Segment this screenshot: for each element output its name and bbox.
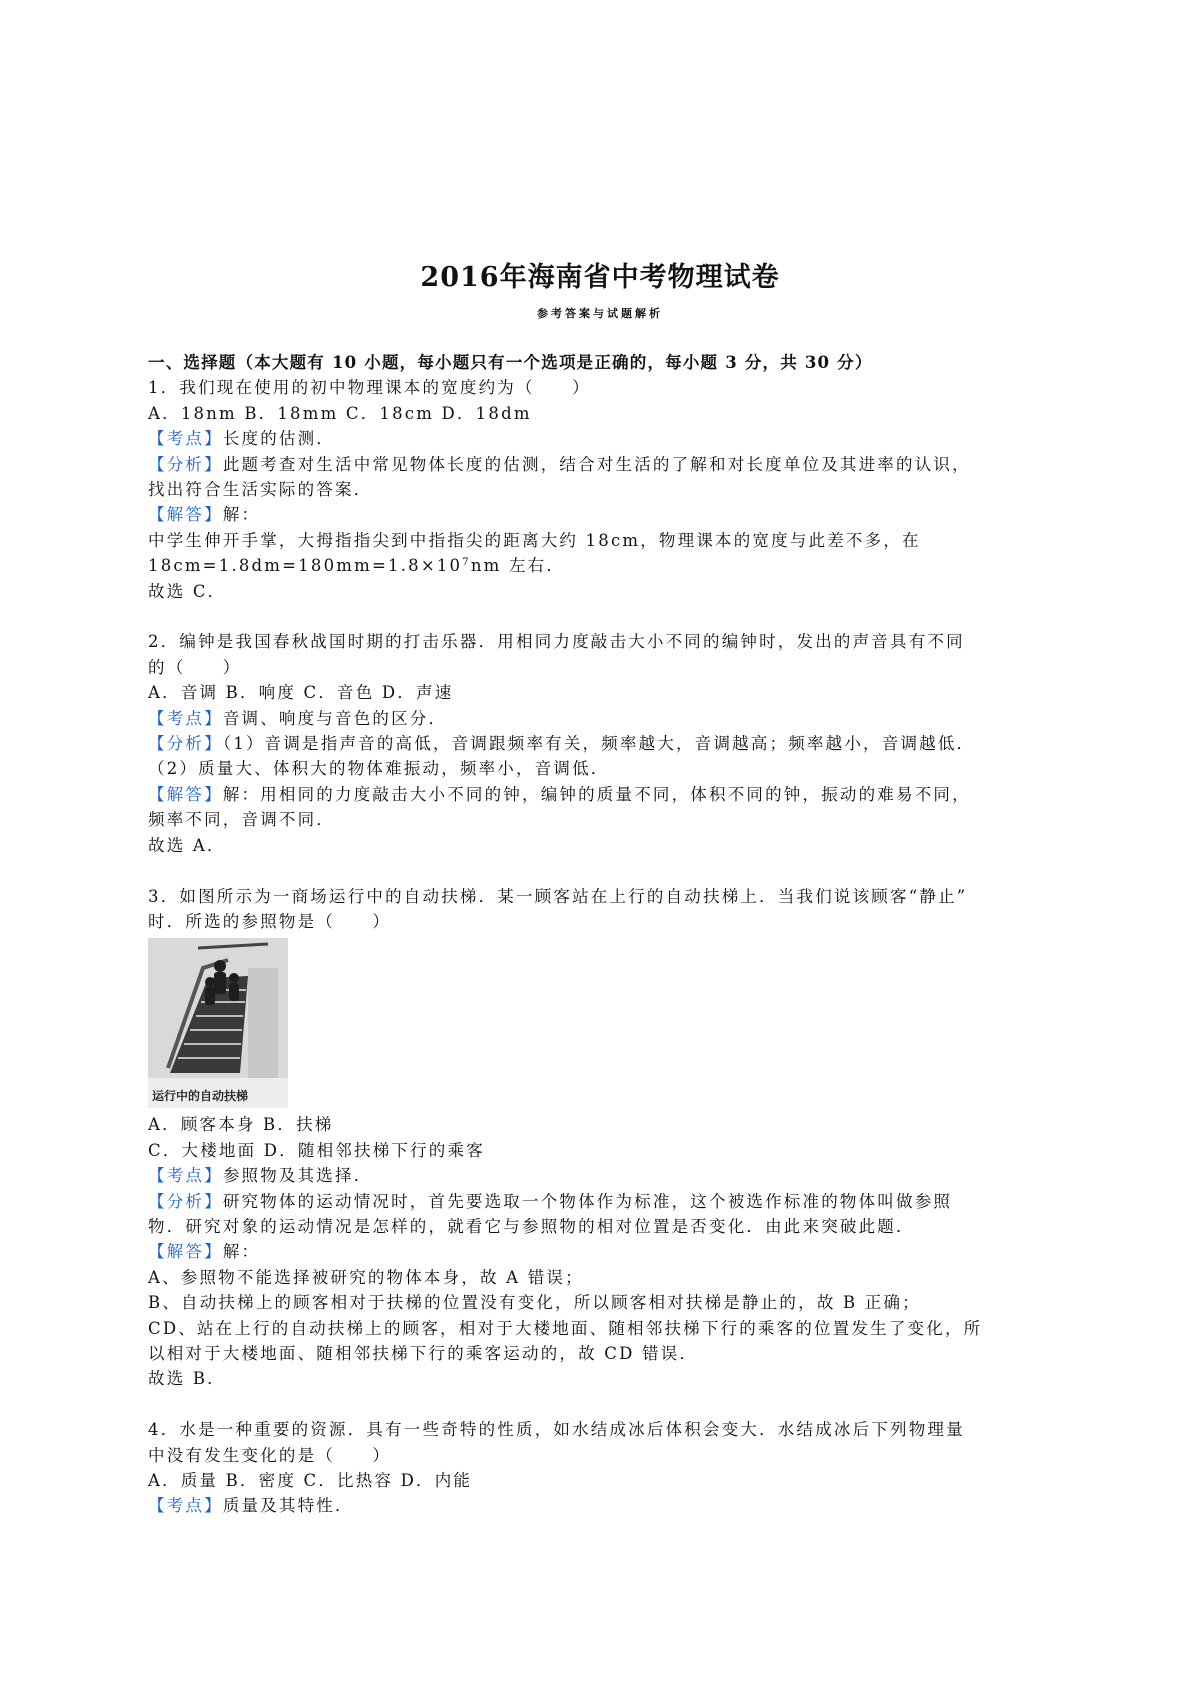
fenxi-text: 此题考查对生活中常见物体长度的估测，结合对生活的了解和对长度单位及其进率的认识， [222, 454, 971, 474]
kaodian-tag: 【考点】 [148, 1496, 223, 1516]
kaodian-tag: 【考点】 [148, 429, 223, 449]
jieda-text: 解： [222, 505, 261, 525]
solution-line: 中学生伸开手掌，大拇指指尖到中指指尖的距离大约 18cm，物理课本的宽度与此差不多，在 [148, 530, 921, 550]
question-stem-continuation: 中没有发生变化的是（ ） [148, 1445, 392, 1465]
kaodian-row [148, 706, 1063, 731]
question-stem: 2．编钟是我国春秋战国时期的打击乐器．用相同力度敲击大小不同的编钟时，发出的声音具有不同 [148, 632, 965, 652]
question-stem: 1．我们现在使用的初中物理课本的宽度约为（ ） [148, 378, 591, 398]
jieda-tag: 【解答】 [148, 505, 223, 525]
solution-exponent: 7 [462, 557, 471, 569]
jieda-continuation: 频率不同，音调不同． [148, 810, 335, 830]
question-stem-continuation: 时．所选的参照物是（ ） [148, 911, 392, 931]
kaodian-row [148, 426, 1063, 451]
fenxi-text: 研究物体的运动情况时，首先要选取一个物体作为标准，这个被选作标准的物体叫做参照 [222, 1191, 953, 1211]
kaodian-text: 质量及其特性． [222, 1496, 354, 1516]
fenxi-continuation: 物．研究对象的运动情况是怎样的，就看它与参照物的相对位置是否变化．由此来突破此题． [148, 1216, 915, 1236]
solution-line: A、参照物不能选择被研究的物体本身，故 A 错误； [148, 1267, 584, 1287]
fenxi-row [148, 452, 1063, 477]
solution-formula-tail: nm 左右． [470, 556, 566, 576]
answer-line: 故选 C． [148, 581, 227, 601]
escalator-figure [148, 938, 288, 1108]
escalator-picture [148, 938, 288, 1108]
fenxi-tag: 【分析】 [148, 734, 223, 754]
question-2 [148, 629, 1063, 858]
solution-formula: 18cm=1.8dm=180mm=1.8×10 [148, 556, 463, 576]
solution-line [148, 553, 1063, 578]
jieda-tag: 【解答】 [148, 784, 223, 804]
solution-line: B、自动扶梯上的顾客相对于扶梯的位置没有变化，所以顾客相对扶梯是静止的，故 B 正确； [148, 1293, 921, 1313]
question-options: A．音调 B．响度 C．音色 D．声速 [148, 683, 454, 703]
question-stem: 3．如图所示为一商场运行中的自动扶梯．某一顾客站在上行的自动扶梯上．当我们说该顾客“静止” [148, 886, 968, 906]
jieda-row [148, 502, 1063, 527]
solution-line: 以相对于大楼地面、随相邻扶梯下行的乘客运动的，故 CD 错误． [148, 1343, 699, 1363]
solution-line: CD、站在上行的自动扶梯上的顾客，相对于大楼地面、随相邻扶梯下行的乘客的位置发生了变化，所 [148, 1318, 983, 1338]
kaodian-tag: 【考点】 [148, 1166, 223, 1186]
fenxi-text: （1）音调是指声音的高低，音调跟频率有关，频率越大，音调越高；频率越小，音调越低． [222, 734, 976, 754]
fenxi-continuation: 找出符合生活实际的答案． [148, 480, 373, 500]
fenxi-continuation: （2）质量大、体积大的物体难振动，频率小，音调低． [148, 759, 610, 779]
jieda-text: 解： [222, 1242, 261, 1262]
question-1 [148, 375, 1063, 604]
kaodian-row [148, 1163, 1063, 1188]
kaodian-row [148, 1493, 1063, 1518]
fenxi-row [148, 731, 1063, 756]
answer-line: 故选 A． [148, 835, 226, 855]
question-stem-continuation: 的（ ） [148, 657, 242, 677]
jieda-row [148, 782, 1063, 807]
question-4 [148, 1417, 1063, 1519]
kaodian-text: 参照物及其选择． [222, 1166, 373, 1186]
kaodian-tag: 【考点】 [148, 708, 223, 728]
question-options: C．大楼地面 D．随相邻扶梯下行的乘客 [148, 1140, 485, 1160]
jieda-row [148, 1239, 1063, 1264]
jieda-tag: 【解答】 [148, 1242, 223, 1262]
jieda-text: 解：用相同的力度敲击大小不同的钟，编钟的质量不同，体积不同的钟，振动的难易不同， [222, 784, 971, 804]
question-options: A．18nm B．18mm C．18cm D．18dm [148, 403, 532, 423]
page-title: 2016年海南省中考物理试卷 [420, 262, 780, 293]
answer-line: 故选 B． [148, 1369, 226, 1389]
section-heading: 一、选择题（本大题有 10 小题，每小题只有一个选项是正确的，每小题 3 分，共 30 分） [148, 353, 873, 372]
fenxi-tag: 【分析】 [148, 454, 223, 474]
figure-caption: 运行中的自动扶梯 [152, 1089, 249, 1104]
kaodian-text: 音调、响度与音色的区分． [222, 708, 448, 728]
question-options: A．质量 B．密度 C．比热容 D．内能 [148, 1470, 473, 1490]
document-body [148, 350, 1063, 1519]
page-subtitle: 参考答案与试题解析 [537, 307, 663, 320]
question-options: A．顾客本身 B．扶梯 [148, 1115, 334, 1135]
fenxi-row [148, 1189, 1063, 1214]
fenxi-tag: 【分析】 [148, 1191, 223, 1211]
kaodian-text: 长度的估测． [222, 429, 336, 449]
question-3 [148, 884, 1063, 1392]
question-stem: 4．水是一种重要的资源．具有一些奇特的性质，如水结成冰后体积会变大．水结成冰后下列物理量 [148, 1420, 965, 1440]
